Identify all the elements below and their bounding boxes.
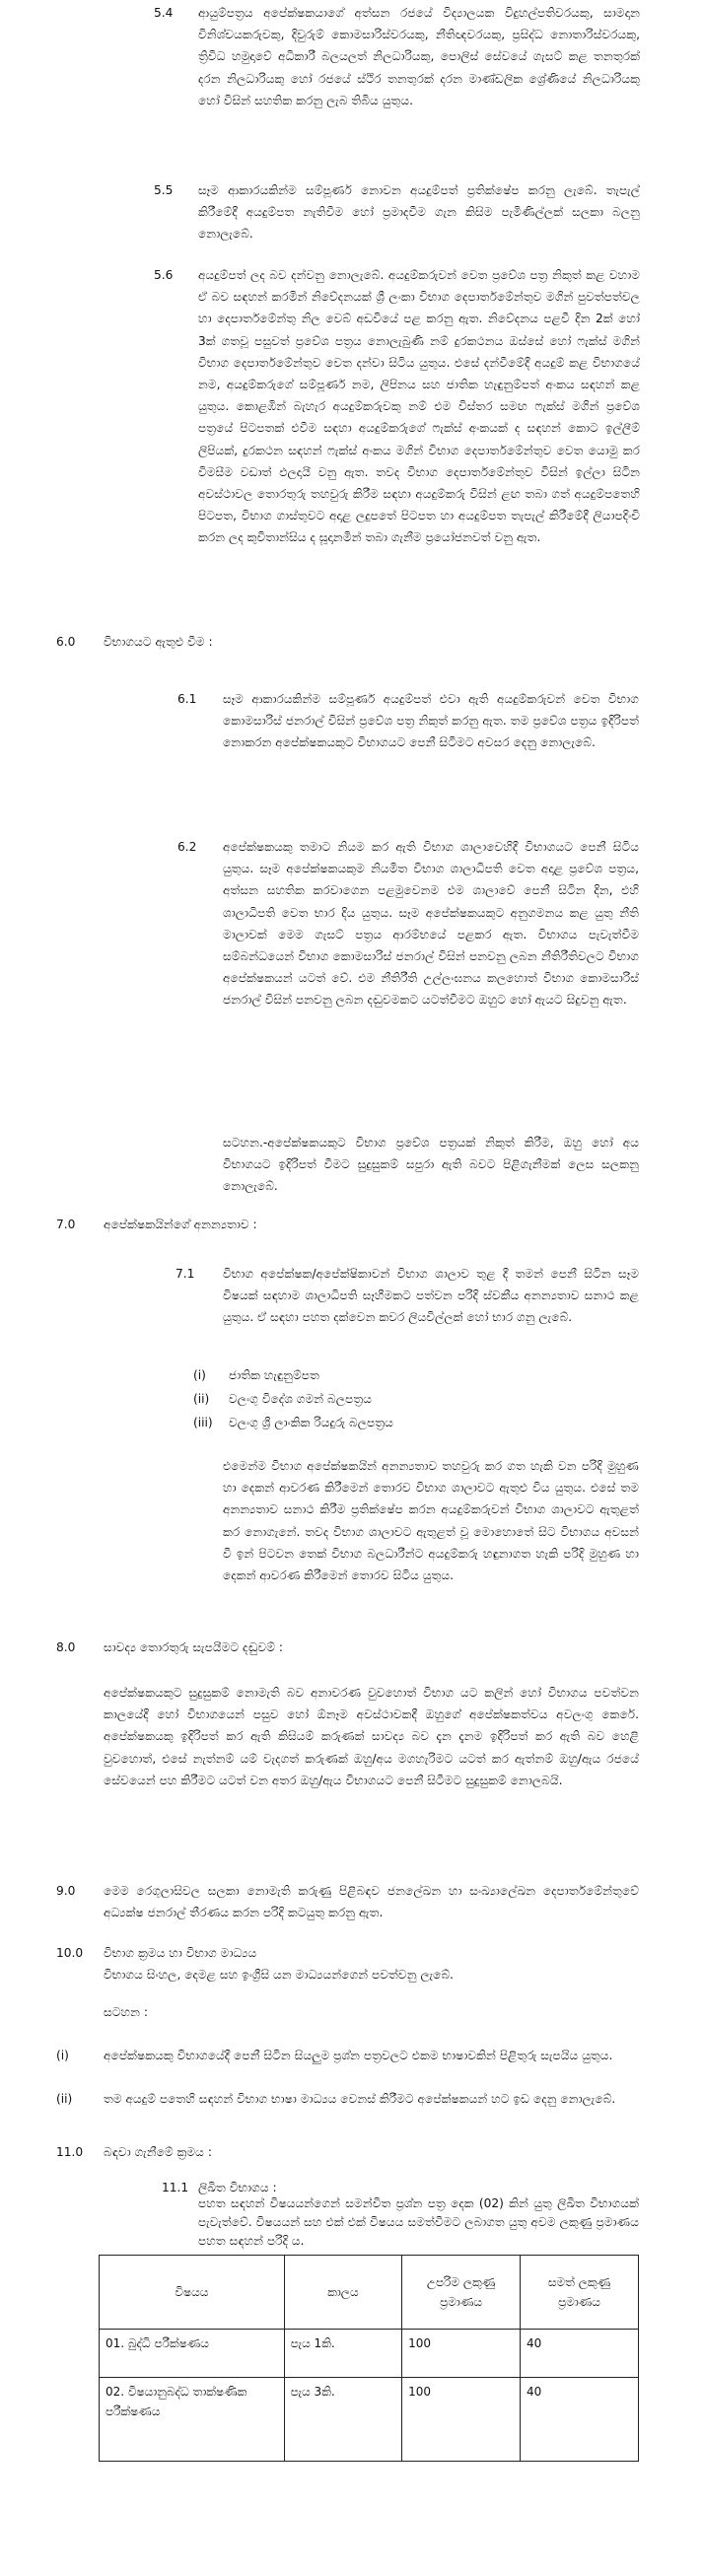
time-cell: පැය 3කි.: [284, 2378, 401, 2462]
paragraph: එමෙන්ම විභාග අපේක්ෂකයින් අනන්‍යතාව තහවුරු කර ගත හැකි වන පරිදි මුහුණ හා දෙකන් ආවරණ කිරීමෙන් තොරව විභාග ශාලාවට ඇතුළු විය යුතුය. එසේ තම අනන්‍යතාව සනාථ කිරීම ප්‍රතික්ෂේප කරන අයදුම්කරුවන් විභාග ශාලාවට ඇතුළත් කර නොගැනේ. තවද විභාග ශාලාවට ඇතුළත් වූ මොහොතේ සිට විභාගය අවසන් වී ඉන් පිටවන තෙක් විභාග බලධාරීන්ට අයදුම්කරු හඳුනාගත හැකි පරිදි මුහුණ හා දෙකන් ආවරණ කිරීමෙන් තොරව සිටිය යුතුය.: [223, 1459, 639, 1583]
column-header: කාලය: [284, 2256, 401, 2330]
list-item-number: (iii): [193, 1416, 213, 1429]
max-marks-cell: 100: [402, 2378, 521, 2462]
marks-table: [99, 2255, 639, 2462]
list-item: වලංගු ශ්‍රී ලාංකික රියදුරු බලපත්‍රය: [229, 1416, 393, 1429]
column-header: සමත් ලකුණු ප්‍රමාණය: [521, 2256, 639, 2330]
subject-cell: 01. බුද්ධි පරීක්ෂණය: [100, 2330, 285, 2378]
column-header: විෂයය: [100, 2256, 285, 2330]
subject-cell: 02. විෂයානුබද්ධ තාක්ෂණික පරීක්ෂණය: [100, 2378, 285, 2462]
pass-marks-cell: 40: [521, 2330, 639, 2378]
paragraph: පහත සඳහන් විෂයයන්ගෙන් සමන්විත ප්‍රශ්න පත්‍ර දෙක (02) කින් යුතු ලිඛිත විභාගයක් පැවැත්වේ. විෂයයන් සහ එක් එක් විෂයය සමත්වීමට ලබාගත යුතු අවම ලකුණු ප්‍රමාණය පහත සඳහන් පරිදි ය.: [198, 2196, 639, 2248]
paragraph: මෙම රෙගුලාසිවල සලකා නොමැති කරුණු පිළිබඳව ජනලේඛන හා සංඛ්‍යාලේඛන දෙපාර්තමේන්තුවේ අධ්‍යක්ෂ ජනරාල් තීරණය කරන පරිදි කටයුතු කරනු ඇත.: [104, 1884, 639, 1920]
note-item: තම අයදුම් පතෙහි සඳහන් විභාග භාෂා මාධ්‍යය වෙනස් කිරීමට අපේක්ෂකයන් හට ඉඩ දෙනු නොලැබේ.: [104, 2092, 616, 2106]
section-number: 10.0: [56, 1946, 84, 1960]
section-number: 7.0: [56, 1218, 76, 1231]
list-item: වලංගු විදේශ ගමන් බලපත්‍රය: [229, 1392, 372, 1406]
list-item-number: (i): [56, 2049, 69, 2062]
subsection-number: 7.1: [176, 1267, 195, 1281]
paragraph: ආයුම්පත්‍රය අපේක්ෂකයාගේ අත්සන රජයේ විද්‍යාලයක විදුහල්පතිවරයකු, සාමදාන විනිශ්චයකරුවකු, දිවුරුම් කොමසාරිස්වරයකු, නීතිඥවරයකු, ප්‍රසිද්ධ නොතාරිස්වරයකු, ත්‍රිවිධ හමුදාවේ අධිකාරී බලයලත් නිලධාරියකු, පොලිස් සේවයේ ගැසට් කළ තනතුරක් දරන නිලධාරියකු හෝ රජයේ ස්ථිර තනතුරක් දරන මාණ්ඩලික ශ්‍රේණියේ නිලධාරියකු හෝ විසින් සහතික කරනු ලැබ තිබිය යුතුය.: [198, 6, 640, 107]
paragraph: සෑම ආකාරයකින්ම සම්පූර්ණ නොවන අයදුම්පත් ප්‍රතික්ෂේප කරනු ලැබේ. තැපැල් කිරීමේදී අයදුම්පත නැතිවීම හෝ ප්‍රමාදවීම ගැන කිසිම පැමිණිල්ලක් සලකා බලනු නොලැබේ.: [198, 183, 640, 242]
paragraph: අපේක්ෂකයකු තමාට නියම කර ඇති විභාග ශාලාවෙහිදී විභාගයට පෙනී සිටිය යුතුය. සෑම අපේක්ෂකයකුම නියමිත විභාග ශාලාධිපති වෙත අදාළ ප්‍රවේශ පත්‍රය, අත්සන සහතික කරවාගෙන පළමුවෙනම එම ශාලාවේ පෙනී සිටින දින, එහි ශාලාධිපති වෙත භාර දිය යුතුය. සෑම අපේක්ෂකයකුට අනුගමනය කළ යුතු නීති මාලාවක් මෙම ගැසට් පත්‍රය ආරම්භයේ පළකර ඇත. විභාගය පැවැත්වීම සම්බන්ධයෙන් විභාග කොමසාරිස් ජනරාල් විසින් පනවනු ලබන නීතිරීතිවලට විභාග අපේක්ෂකයන් යටත් වේ. එම නීතිරීති උල්ලංඝනය කලහොත් විභාග කොමසාරිස් ජනරාල් විසින් පනවනු ලබන දඬුවමකට යටත්වීමට ඔහුට හෝ ඇයට සිදුවනු ඇත.: [223, 840, 639, 1008]
paragraph: සෑම ආකාරයකින්ම සම්පූර්ණ අයදුම්පත් එවා ඇති අයදුම්කරුවන් වෙත විභාග කොමසාරිස් ජනරාල් විසින් ප්‍රවේශ පත්‍ර නිකුත් කරනු ඇත. තම ප්‍රවේශ පත්‍රය ඉදිරිපත් නොකරන අපේක්ෂකයකුට විභාගයට පෙනී සිටීමට අවසර දෙනු නොලැබේ.: [223, 692, 639, 750]
max-marks-cell: 100: [402, 2330, 521, 2378]
subsection-number: 11.1: [162, 2181, 189, 2194]
note-label: සටහන :: [104, 2005, 148, 2019]
note: සටහන.-අපේක්ෂකයකුට විභාග ප්‍රවේශ පත්‍රයක් නිකුත් කිරීම, ඔහු හෝ අය විභාගයට ඉදිරිපත් වීමට සුදුසුකම් සපුරා ඇති බවට පිළිගැනීමක් ලෙස සලකනු නොලැබේ.: [223, 1136, 639, 1194]
section-number: 5.5: [154, 183, 174, 197]
subsection-number: 6.2: [177, 840, 197, 854]
paragraph: අපේක්ෂකයකුට සුදුසුකම් නොමැති බව අනාවරණ වුවහොත් විභාග යට කලින් හෝ විභාගය පවත්වන කාලයේදී හෝ විභාගයෙන් පසුව හෝ ඕනෑම අවස්ථාවකදී ඔහුගේ අපේක්ෂකත්වය අවලංගු කෙරේ. අපේක්ෂකයකු ඉදිරිපත් කර ඇති කිසියම් කරුණක් සාවද්‍ය බව දැන දැනම ඉදිරිපත් කර ඇති බව හෙළි වුවහොත්, එසේ නැත්නම් යම් වැදගත් කරුණක් ඔහු/අය මගහැරිමට යටත් කර ඇත්නම් ඔහු/ඇය රජයේ සේවයෙන් පහ කිරීමට යටත් වන අතර ඔහු/ඇය විභාගයට පෙනී සිටීමට සුදුසුකම් නොලබයි.: [104, 1686, 639, 1787]
section-number: 5.4: [154, 6, 174, 20]
subsection-heading: ලිඛිත විභාගය :: [198, 2181, 277, 2194]
section-heading: අපේක්ෂකයින්ගේ අනන්‍යතාව :: [104, 1218, 257, 1231]
section-number: 6.0: [56, 635, 76, 649]
section-heading: සාවද්‍ය තොරතුරු සැපයීමට දඬුවම් :: [104, 1640, 284, 1654]
pass-marks-cell: 40: [521, 2378, 639, 2462]
table-header-row: [100, 2256, 639, 2330]
list-item-number: (ii): [193, 1392, 210, 1406]
time-cell: පැය 1කි.: [284, 2330, 401, 2378]
table-row: [100, 2378, 639, 2462]
note-item: අපේක්ෂකයකු විභාගයේදී පෙනී සිටින සියලුම ප්‍රශ්න පත්‍රවලට එකම භාෂාවකින් පිළිතුරු සැපයිය යුතුය.: [104, 2049, 613, 2062]
list-item: ජාතික හැඳුනුම්පත: [229, 1368, 319, 1382]
list-item-number: (ii): [56, 2092, 73, 2106]
section-number: 9.0: [56, 1884, 76, 1898]
paragraph: අයදුම්පත් ලද බව දන්වනු නොලැබේ. අයදුම්කරුවන් වෙත ප්‍රවේශ පත්‍ර නිකුත් කළ වහාම ඒ බව සඳහන් කරමින් නිවේදනයක් ශ්‍රී ලංකා විභාග දෙපාර්තමේන්තුව මගින් පුවත්පත්වල හා දෙපාර්තමේන්තු නිල වෙබ් අඩවියේ පළ කරනු ඇත. නිවේදනය පළවී දින 2ක් හෝ 3ක් ගතවූ පසුවත් ප්‍රවේශ පත්‍රය නොලැබුණි නම් දුරකථනය ඔස්සේ හෝ ෆැක්ස් මගින් විභාග දෙපාර්තමේන්තුව වෙත දන්වා සිටිය යුතුය. එසේ දන්වීමේදී අයදුම් කළ විභාගයේ නම, අයදුම්කරුගේ සම්පූර්ණ නම, ලිපිනය සහ ජාතික හැඳුනුම්පත් අංකය සඳහන් කළ යුතුය. කොළඹින් බැහැර අයදුම්කරුවකු නම් එම විස්තර සමඟ ෆැක්ස් මගින් ප්‍රවේශ පත්‍රයේ පිටපතක් එවීම සඳහා අයදුම්කරුගේ ෆැක්ස් අංකයක් ද සඳහන් කොට ඉල්ලීම් ලිපියක්, දුරකථන සඳහන් ෆැක්ස් අංකය මගින් විභාග දෙපාර්තමේන්තුව වෙත යොමු කර විමසීම වඩාත් ඵලදායී වනු ඇත. තවද විභාග දෙපාර්තමේන්තුව විසින් ඉල්ලා සිටින අවස්ථාවල තොරතුරු තහවුරු කිරීම සඳහා අයදුම්කරු විසින් ළඟ තබා ගත් අයදුම්පතෙහි පිටපත, විභාග ගාස්තුවට අදාළ ලදුපතේ පිටපත හා අයදුම්පත තැපැල් කිරීමේදී ලියාපදිංචි කරන ලද කුවිතාන්සිය ද සූදානමින් තබා ගැනීම ප්‍රයෝජනවත් වනු ඇත.: [198, 268, 640, 545]
section-number: 11.0: [56, 2145, 84, 2159]
section-heading: විභාග ක්‍රමය හා විභාග මාධ්‍යය: [104, 1946, 257, 1960]
column-header: උපරිම ලකුණු ප්‍රමාණය: [402, 2256, 521, 2330]
section-number: 5.6: [154, 268, 174, 282]
section-number: 8.0: [56, 1640, 76, 1654]
list-item-number: (i): [193, 1368, 206, 1382]
section-heading: විභාගයට ඇතුළු වීම :: [104, 635, 213, 649]
paragraph: විභාග අපේක්ෂක/අපේක්ෂිකාවන් විභාග ශාලාව තුළ දී තමන් පෙනී සිටින සෑම විෂයක් සඳහාම ශාලාධිපති සෑහීමකට පත්වන පරිදි ස්වකීය අනන්‍යතාව සනාථ කළ යුතුය. ඒ සඳහා පහත දක්වෙන කවර ලියවිල්ලක් හෝ භාර ගනු ලැබේ.: [223, 1267, 639, 1325]
table-row: [100, 2330, 639, 2378]
subsection-number: 6.1: [177, 692, 197, 706]
section-heading: බඳවා ගැනීමේ ක්‍රමය :: [104, 2145, 212, 2159]
paragraph: විභාගය සිංහල, දෙමළ සහ ඉංග්‍රීසි යන මාධ්‍යයන්ගෙන් පවත්වනු ලැබේ.: [104, 1968, 455, 1982]
